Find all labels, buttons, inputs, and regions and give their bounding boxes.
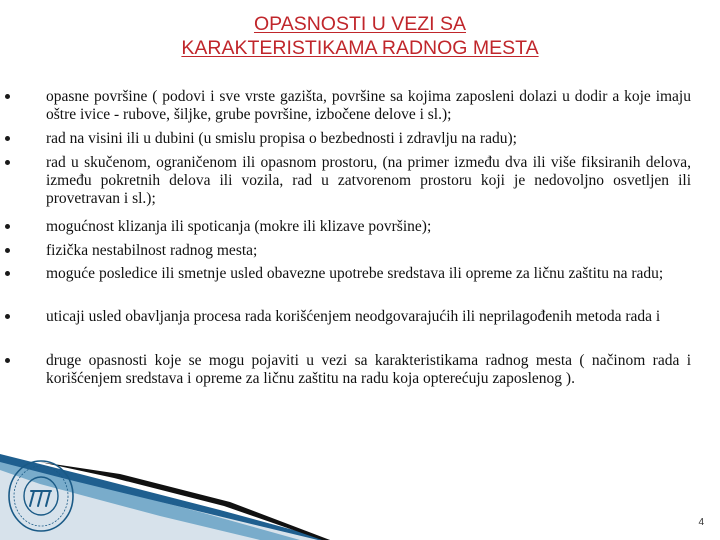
institution-seal-icon [6,458,76,534]
bullet-icon [5,248,10,253]
bullet-icon [5,271,10,276]
page-number: 4 [698,517,704,528]
list-item-text: opasne površine ( podovi i sve vrste gazišta, površine sa kojima zaposleni dolazi u dodir a koje imaju oštre ivice - rubove, šiljke, grube površine, izbočene delove i sl.); [46,88,691,123]
bullet-icon [5,94,10,99]
title-line-1: OPASNOSTI U VEZI SA [253,13,466,35]
list-item-text: uticaji usled obavljanja procesa rada korišćenjem neodgovarajućih ili neprilagođenih metoda rada i [46,308,661,325]
bullet-icon [5,358,10,363]
list-item-text: moguće posledice ili smetnje usled obavezne upotrebe sredstava ili opreme za ličnu zaštitu na radu; [46,265,664,282]
list-item-text: rad u skučenom, ograničenom ili opasnom prostoru, (na primer između dva ili više fiksiranih delova, između pokretnih delova ili vozila, rad u zatvorenom prostoru koji je nedovoljno osvetljen ili provetravan i sl.); [46,154,691,207]
bullet-icon [5,224,10,229]
list-item-text: druge opasnosti koje se mogu pojaviti u vezi sa karakteristikama radnog mesta ( načinom rada i korišćenjem sredstava i opreme za ličnu zaštitu na radu koja opterećuju zaposlenog ). [46,352,691,387]
bullet-icon [5,314,10,319]
decorative-corner-swoosh [0,440,720,540]
slide-title [100,12,620,60]
list-item-text: mogućnost klizanja ili spoticanja (mokre ili klizave površine); [46,218,432,235]
bullet-icon [5,136,10,141]
list-item-text: fizička nestabilnost radnog mesta; [46,242,258,259]
bullet-icon [5,160,10,165]
title-line-2: KARAKTERISTIKAMA RADNOG MESTA [181,37,539,59]
list-item-text: rad na visini ili u dubini (u smislu propisa o bezbednosti i zdravlju na radu); [46,130,517,147]
